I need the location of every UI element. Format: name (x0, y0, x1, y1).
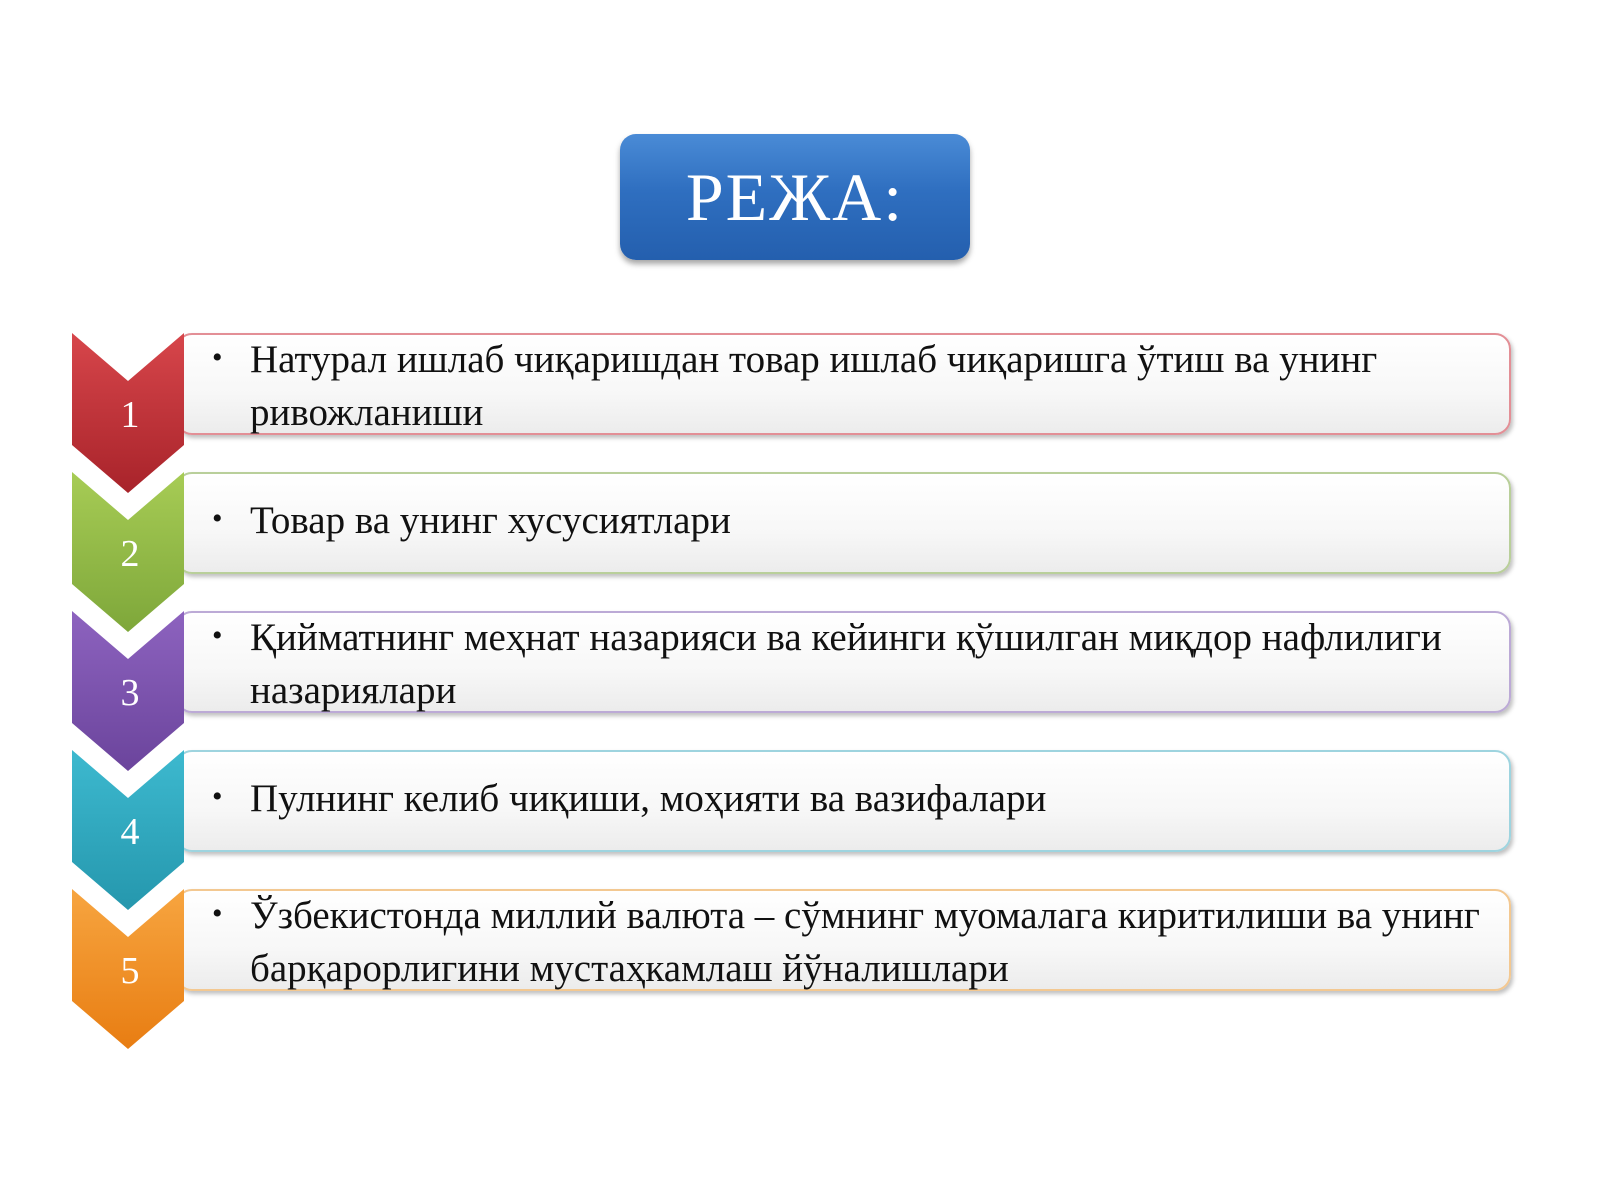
bullet: • (212, 341, 223, 374)
bullet: • (212, 780, 223, 813)
item-number: 3 (120, 672, 140, 714)
item-number: 2 (120, 533, 140, 575)
item-text: Пулнинг келиб чиқиши, моҳияти ва вазифалари (250, 777, 1047, 820)
plan-item-3 (0, 611, 1600, 751)
item-number: 1 (120, 394, 140, 436)
item-number: 5 (120, 950, 140, 992)
plan-item-1 (0, 333, 1600, 473)
item-number: 4 (120, 811, 140, 853)
plan-item-5 (0, 889, 1600, 1029)
item-text: Товар ва унинг хусусиятлари (250, 499, 731, 542)
item-text: Қийматнинг меҳнат назарияси ва кейинги қўшилган миқдор нафлилиги назариялари (250, 616, 1442, 712)
plan-item-4 (0, 750, 1600, 890)
title-box (620, 134, 970, 260)
bullet: • (212, 502, 223, 535)
plan-item-2 (0, 472, 1600, 612)
item-text: Натурал ишлаб чиқаришдан товар ишлаб чиқаришга ўтиш ва унинг ривожланиши (250, 338, 1378, 434)
slide-title: РЕЖА: (685, 158, 905, 235)
bullet: • (212, 619, 223, 652)
item-text: Ўзбекистонда миллий валюта – сўмнинг муомалага киритилиши ва унинг барқарорлигини мустаҳкамлаш йўналишлари (250, 894, 1480, 990)
bullet: • (212, 897, 223, 930)
